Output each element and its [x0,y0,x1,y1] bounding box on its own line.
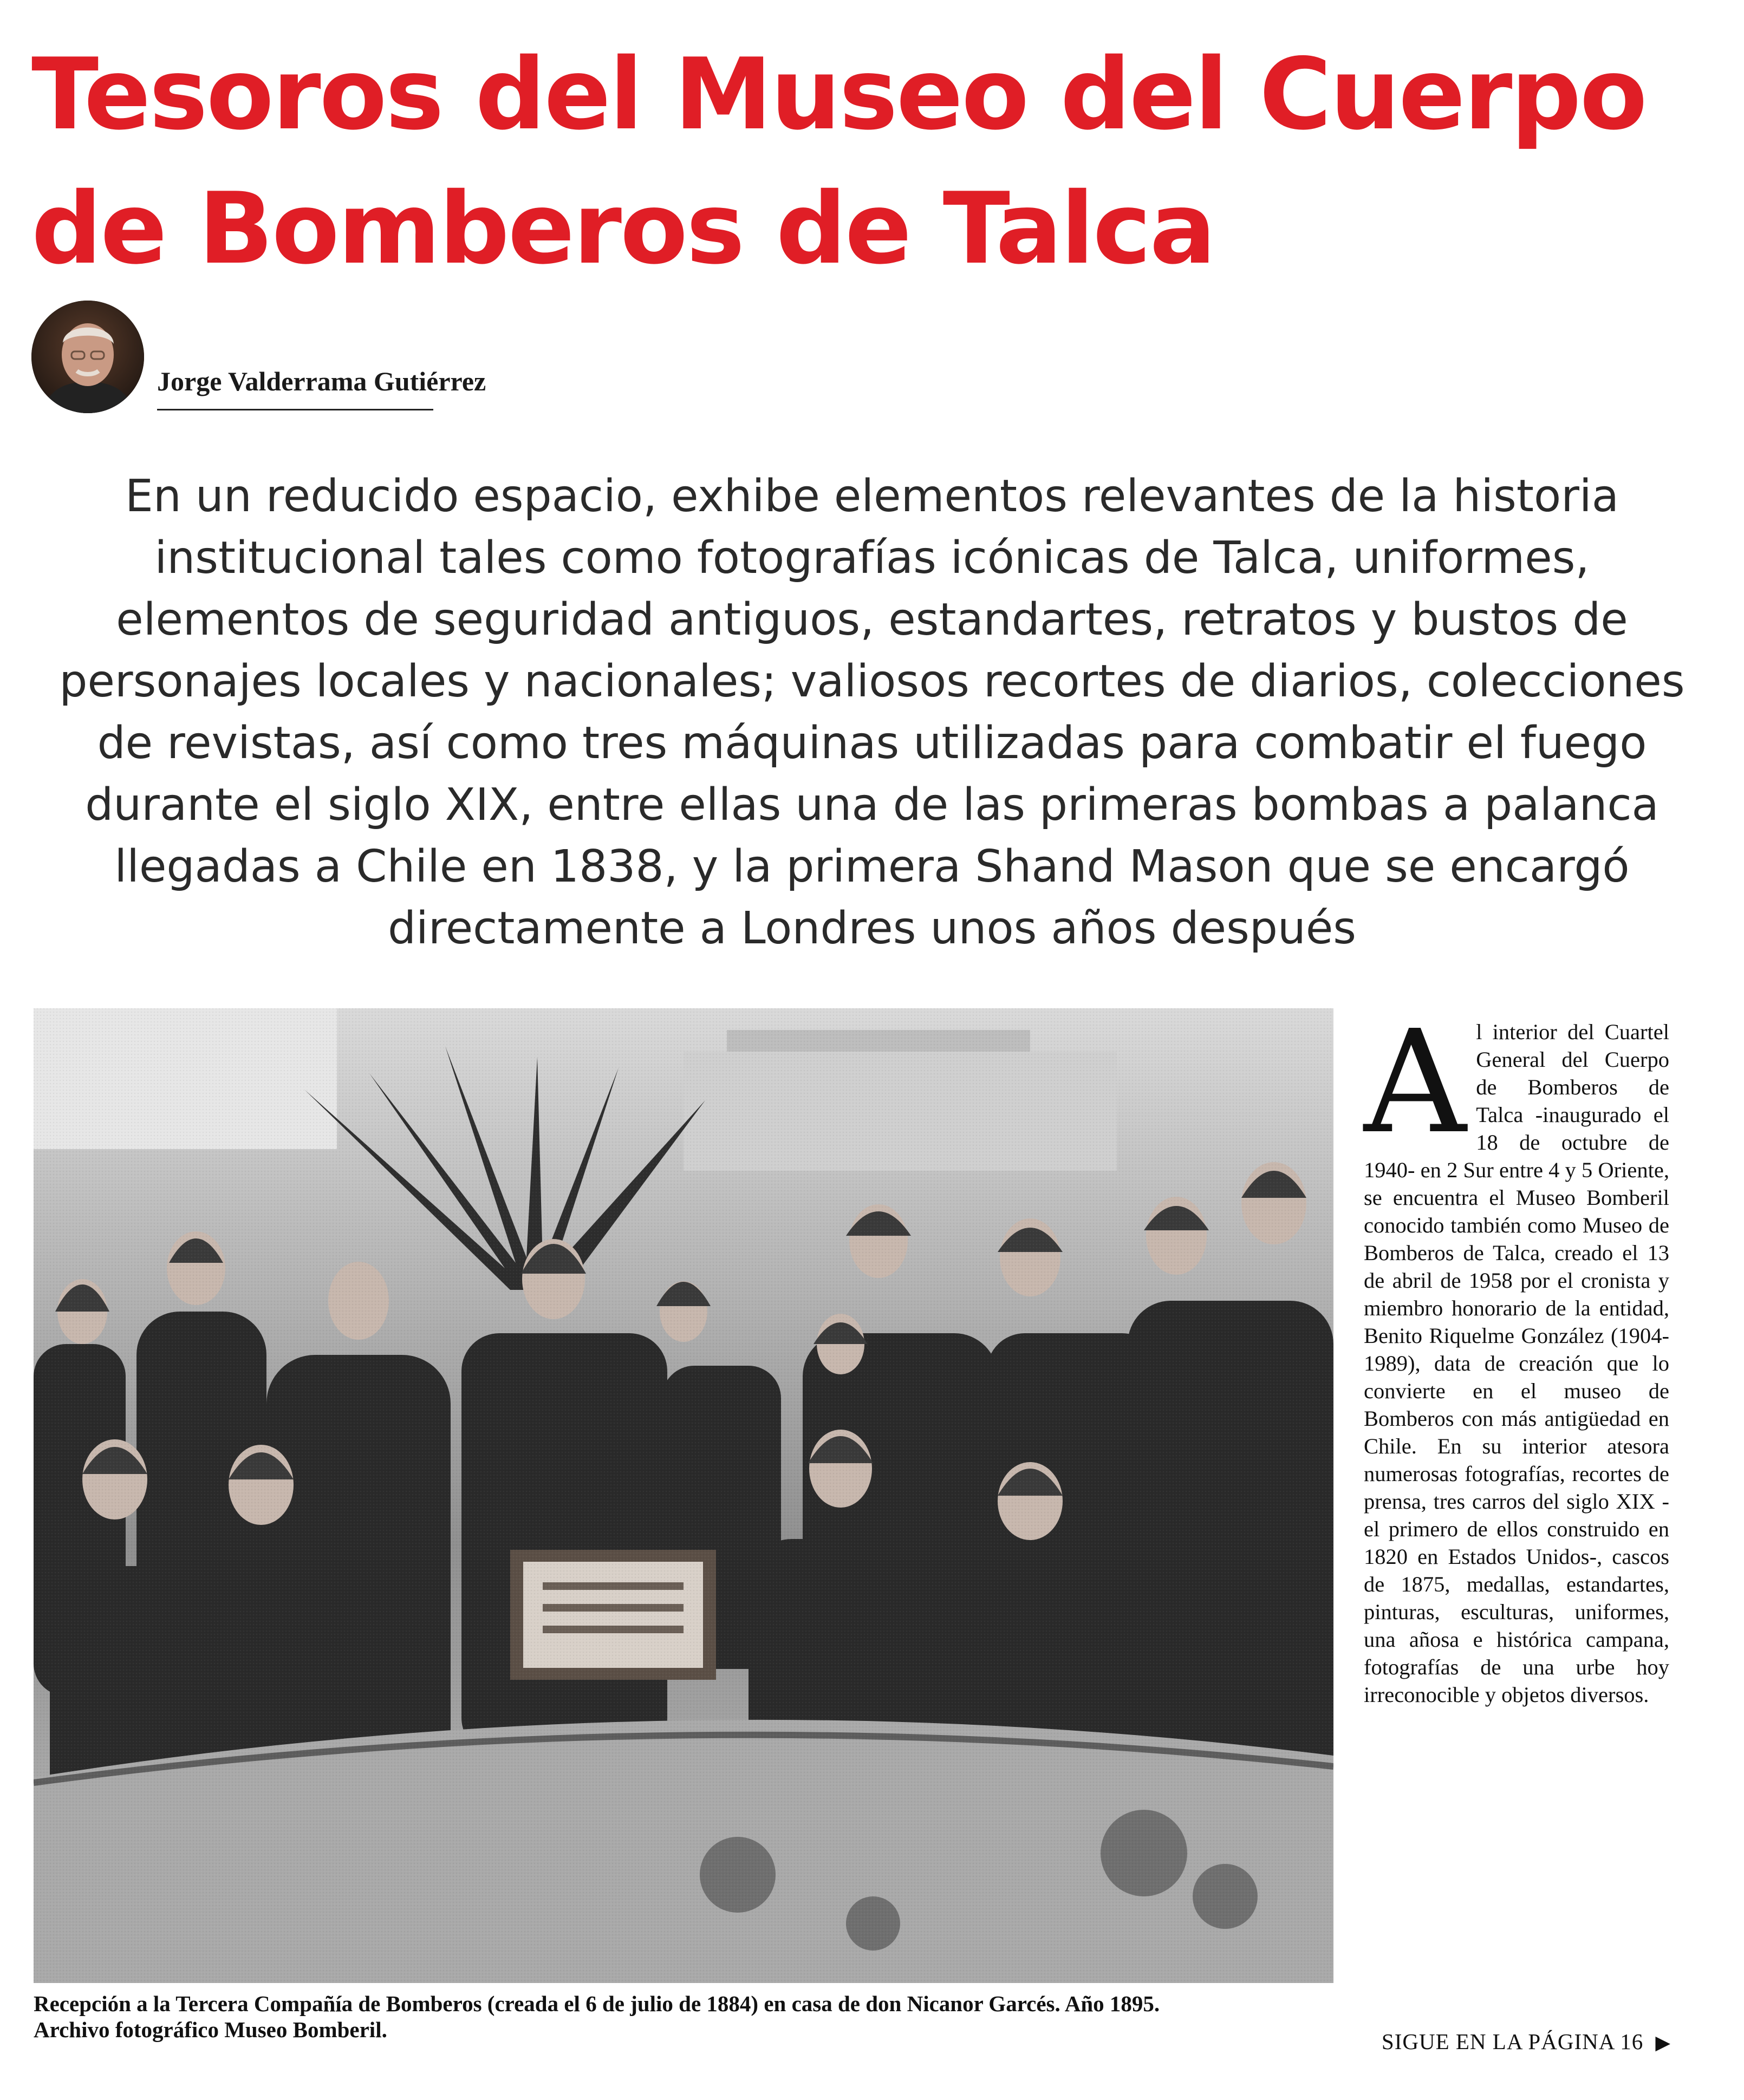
historic-group-photo [34,1008,1333,1983]
author-name: Jorge Valderrama Gutiérrez [157,366,486,396]
byline [31,301,519,420]
headline-line-1: Tesoros del Museo del Cuerpo [31,37,1646,152]
author-underline [157,409,433,410]
standfirst: En un reducido espacio, exhibe elementos relevantes de la historia institucional tales como fotografías icónicas de Talca, uniformes, elementos de seguridad antiguos, estandartes, retratos y bustos de personajes locales y nacionales; valiosos recortes de diarios, colecciones de revistas, así como tres máquinas utilizadas para combatir el fuego durante el siglo XIX, entre ellas una de las primeras bombas a palanca llegadas a Chile en 1838, y la primera Shand Mason que se encargó directamente a Londres unos años después [59,471,1685,954]
headline [31,27,1721,296]
continue-label: SIGUE EN LA PÁGINA 16 [1381,2029,1644,2054]
photo-caption [34,1991,1344,2043]
triangle-right-icon: ▶ [1655,2032,1671,2053]
caption-line-1: Recepción a la Tercera Compañía de Bomberos (creada el 6 de julio de 1884) en casa de don Nicanor Garcés. Año 1895. [34,1991,1160,2016]
continue-link[interactable] [1343,2029,1671,2055]
headline-line-2: de Bomberos de Talca [31,171,1215,286]
caption-line-2: Archivo fotográfico Museo Bomberil. [34,2017,387,2042]
article-body-text: l interior del Cuartel General del Cuerpo de Bomberos de Talca -inaugurado el 18 de octubre de 1940- en 2 Sur entre 4 y 5 Oriente, se encuentra el Museo Bomberil conocido también como Museo de Bomberos de Talca, creado el 13 de abril de 1958 por el cronista y miembro honorario de la entidad, Benito Riquelme González (1904-1989), data de creación que lo convierte en el museo de Bomberos con más antigüedad en Chile. En su interior atesora numerosas fotografías, recortes de prensa, tres carros del siglo XIX -el primero de ellos construido en 1820 en Estados Unidos-, cascos de 1875, medallas, estandartes, pinturas, esculturas, uniformes, una añosa e histórica campana, fotografías de una urbe hoy irreconocible y objetos diversos. [1364,1020,1669,1707]
article-body [1364,1000,1669,1708]
drop-cap: A [1364,1000,1467,1165]
author-avatar [31,301,144,413]
